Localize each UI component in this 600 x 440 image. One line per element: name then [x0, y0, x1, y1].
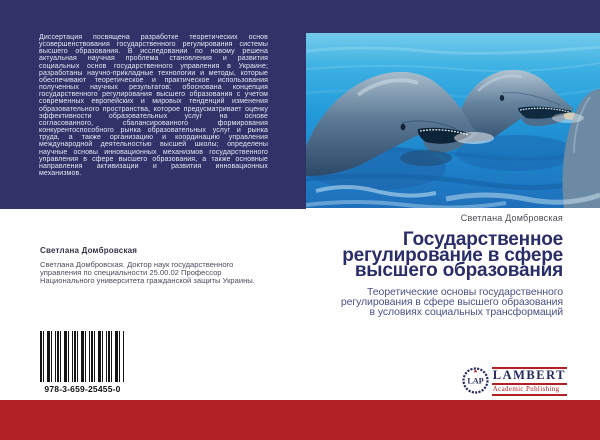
publisher-tagline: Academic Publishing — [492, 385, 567, 396]
svg-text:LAP: LAP — [467, 376, 484, 386]
isbn-number: 978-3-659-25455-0 — [44, 384, 121, 394]
author-bio — [40, 246, 270, 285]
author-name: Светлана Домбровская — [460, 213, 563, 223]
isbn-barcode-block — [40, 331, 125, 394]
dolphins-photo — [306, 33, 600, 208]
laurel-emblem-icon — [462, 367, 489, 394]
subtitle-line-2: регулирования в сфере высшего образования — [340, 296, 563, 308]
book-subtitle — [143, 287, 563, 317]
abstract-text: Диссертация посвящена разработке теоретических основ усовершенствования государственного регулирования системы высшего образования. В исследовании по новому решена актуальная научная проблема становления и развития социальных основ государственного управления в Украине; разработаны научно-прикладные технологии и методы, которые обеспечивают теоретическое и практическое использования полученных научных результатов; обоснована концепция государственного регулирования высшего образования с учетом современных европейских и мировых тенденций изменения образовательного пространства, которое предусматривает оценку эффективности образовательных услуг на основе согласованного, сбалансированного формирования конкурентоспособного рынка образовательных услуг и рынка труда, а также организацию и координацию управления международной деятельностью высшей школы; определены научные основы инновационных механизмов государственного управления в сфере высшего образования, а также основные направления активизации и развития инновационных механизмов. — [39, 34, 268, 177]
footer-red-band — [0, 400, 600, 440]
title-line-1: Государственное — [402, 229, 563, 250]
subtitle-line-1: Теоретические основы государственного — [367, 286, 563, 298]
barcode — [40, 331, 125, 382]
publisher-logo — [462, 367, 567, 396]
bio-line-1: Светлана Домбровская. Доктор наук государственного — [40, 260, 234, 269]
bio-line-3: Национального университета гражданской защиты Украины. — [40, 276, 255, 285]
title-line-2: регулирование в сфере — [342, 244, 563, 266]
title-line-3: высшего образования — [354, 260, 563, 282]
bio-line-2: управления по специальности 25.00.02 Профессор — [40, 268, 222, 277]
subtitle-line-3: в условиях социальных трансформаций — [369, 306, 563, 318]
top-navy-band — [306, 0, 600, 33]
publisher-name: LAMBERT — [492, 367, 567, 385]
author-bio-heading: Светлана Домбровская — [40, 246, 138, 255]
publisher-wordmark — [492, 367, 567, 396]
author-bio-text — [40, 261, 270, 285]
